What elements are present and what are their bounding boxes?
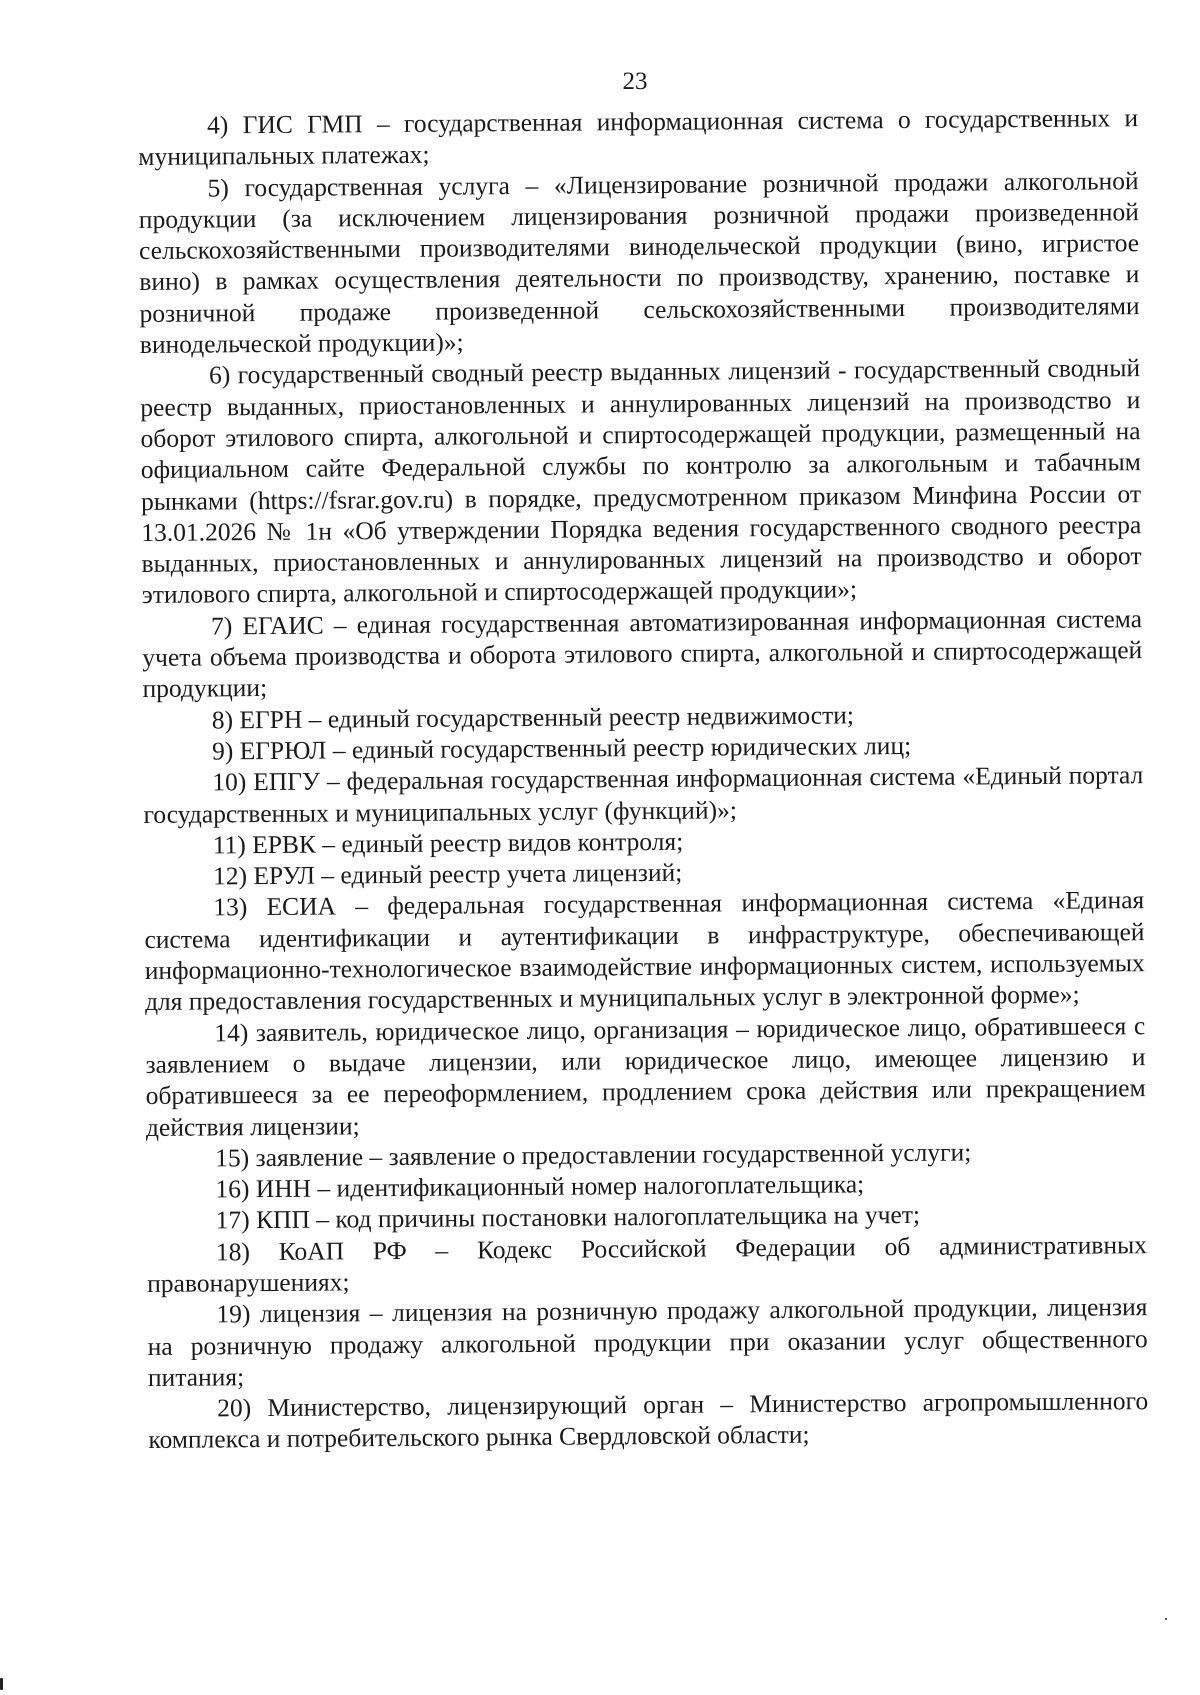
definitions-list bbox=[138, 102, 1149, 1456]
page-number: 23 bbox=[622, 68, 648, 95]
definition-item-gosudarstvennaya-usluga: 5) государственная услуга – «Лицензирование розничной продажи алкогольной продукции (за исключением лицензирования розничной продажи произведенной сельскохозяйственными производителями винодельческой продукции (вино, игристое вино) в рамках осуществления деятельности по производству, хранению, поставке и розничной продаже произведенной сельскохозяйственными производителями винодельческой продукции)»; bbox=[138, 165, 1140, 360]
definition-item-esia: 13) ЕСИА – федеральная государственная информационная система «Единая система идентификации и аутентификации в инфраструктуре, обеспечивающей информационно-технологическое взаимодействие информационных систем, используемых для предоставления государственных и муниципальных услуг в электронной форме»; bbox=[144, 885, 1145, 1017]
definition-item-egryul: 9) ЕГРЮЛ – единый государственный реестр юридических лиц; bbox=[211, 730, 912, 766]
definition-item-epgu: 10) ЕПГУ – федеральная государственная информационная система «Единый портал государственных и муниципальных услуг (функций)»; bbox=[143, 760, 1144, 829]
definition-item-kpp: 17) КПП – код причины постановки налогоплательщика на учет; bbox=[215, 1200, 921, 1235]
definition-item-gis-gmp: 4) ГИС ГМП – государственная информационная система о государственных и муниципальных платежах; bbox=[138, 103, 1139, 172]
definition-item-ervk: 11) ЕРВК – единый реестр видов контроля; bbox=[212, 826, 684, 860]
scan-speck-left bbox=[0, 1678, 3, 1690]
definition-item-ministerstvo: 20) Министерство, лицензирующий орган – Министерство агропромышленного комплекса и потребительского рынка Свердловской области; bbox=[148, 1386, 1149, 1455]
definition-item-zayavitel: 14) заявитель, юридическое лицо, организация – юридическое лицо, обратившееся с заявлением о выдаче лицензии, или юридическое лицо, имеющее лицензию и обратившееся за ее переоформлением, продлением срока действия или прекращением действия лицензии; bbox=[145, 1010, 1146, 1142]
definition-item-zayavlenie: 15) заявление – заявление о предоставлении государственной услуги; bbox=[215, 1137, 972, 1173]
scan-speck-right bbox=[1165, 1618, 1167, 1620]
definition-item-litsenziya: 19) лицензия – лицензия на розничную продажу алкогольной продукции, лицензия на розничную продажу алкогольной продукции при оказании услуг общественного питания; bbox=[147, 1292, 1148, 1392]
definition-item-erul: 12) ЕРУЛ – единый реестр учета лицензий; bbox=[212, 857, 683, 891]
definition-item-inn: 16) ИНН – идентификационный номер налогоплательщика; bbox=[215, 1169, 865, 1204]
definition-item-egais: 7) ЕГАИС – единая государственная автоматизированная информационная система учета объема производства и оборота этилового спирта, алкогольной и спиртосодержащей продукции; bbox=[142, 603, 1143, 704]
definition-item-svodnyi-reestr: 6) государственный сводный реестр выданных лицензий - государственный сводный реестр выданных, приостановленных и аннулированных лицензий на производство и оборот этилового спирта, алкогольной и спиртосодержащей продукции, размещенный на официальном сайте Федеральной службы по контролю за алкогольным и табачным рынками (https://fsrar.gov.ru) в порядке, предусмотренном приказом Минфина России от 13.01.2026 № 1н «Об утверждении Порядка ведения государственного сводного реестра выданных, приостановленных и аннулированных лицензий на производство и оборот этилового спирта, алкогольной и спиртосодержащей продукции»; bbox=[140, 353, 1142, 610]
definition-item-koap: 18) КоАП РФ – Кодекс Российской Федерации об административных правонарушениях; bbox=[147, 1229, 1148, 1298]
definition-item-egrn: 8) ЕГРН – единый государственный реестр недвижимости; bbox=[211, 700, 855, 735]
